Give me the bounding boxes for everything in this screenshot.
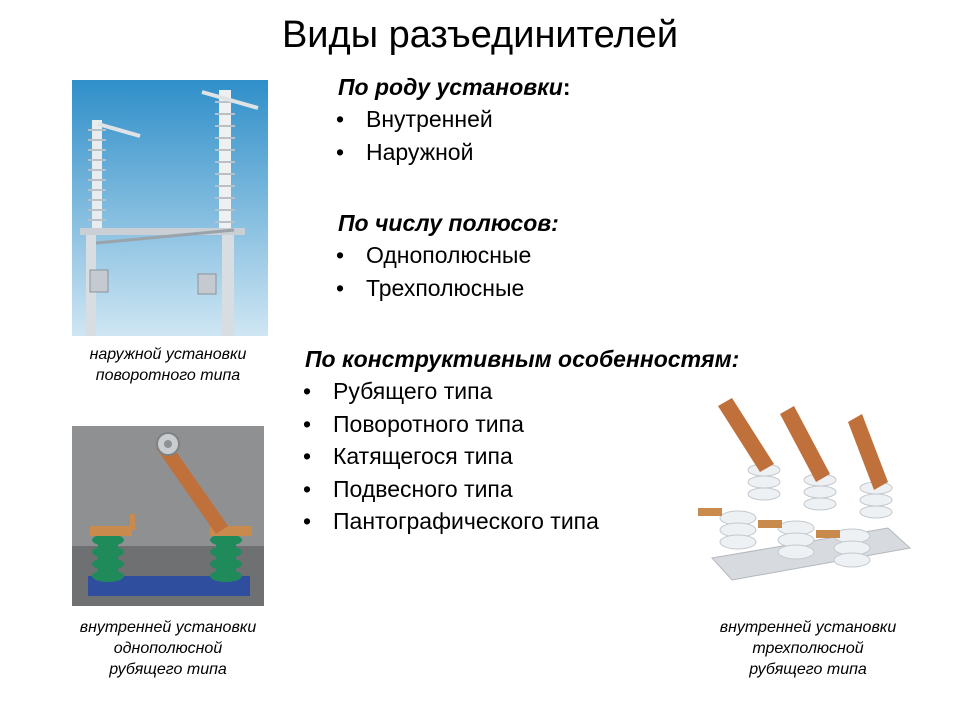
list-item: • Поворотного типа xyxy=(303,408,599,441)
outdoor-rotary-disconnector-image xyxy=(72,80,268,336)
list-item: • Пантографического типа xyxy=(303,505,599,538)
three-pole-disconnector-image xyxy=(688,398,920,584)
page-title: Виды разъединителей xyxy=(281,14,679,56)
design-list xyxy=(303,375,599,538)
list-item: • Подвесного типа xyxy=(303,473,599,506)
caption-three-pole: внутренней установки трехполюсной рубящего типа xyxy=(719,619,897,678)
caption-single-pole: внутренней установки однополюсной рубящего типа xyxy=(79,619,257,678)
caption-outdoor-rotary: наружной установки поворотного типа xyxy=(89,346,247,384)
section-heading-installation: По роду установки: xyxy=(338,74,571,100)
section-heading-design: По конструктивным особенностям: xyxy=(305,346,740,372)
single-pole-disconnector-image xyxy=(72,426,264,606)
section-heading-poles: По числу полюсов: xyxy=(338,210,559,236)
list-item: • Рубящего типа xyxy=(303,375,599,408)
list-item: • Внутренней xyxy=(336,103,493,136)
installation-list xyxy=(336,103,493,168)
list-item: • Трехполюсные xyxy=(336,272,531,305)
list-item: • Катящегося типа xyxy=(303,440,599,473)
list-item: • Однополюсные xyxy=(336,239,531,272)
list-item: • Наружной xyxy=(336,136,493,169)
poles-list xyxy=(336,239,531,304)
